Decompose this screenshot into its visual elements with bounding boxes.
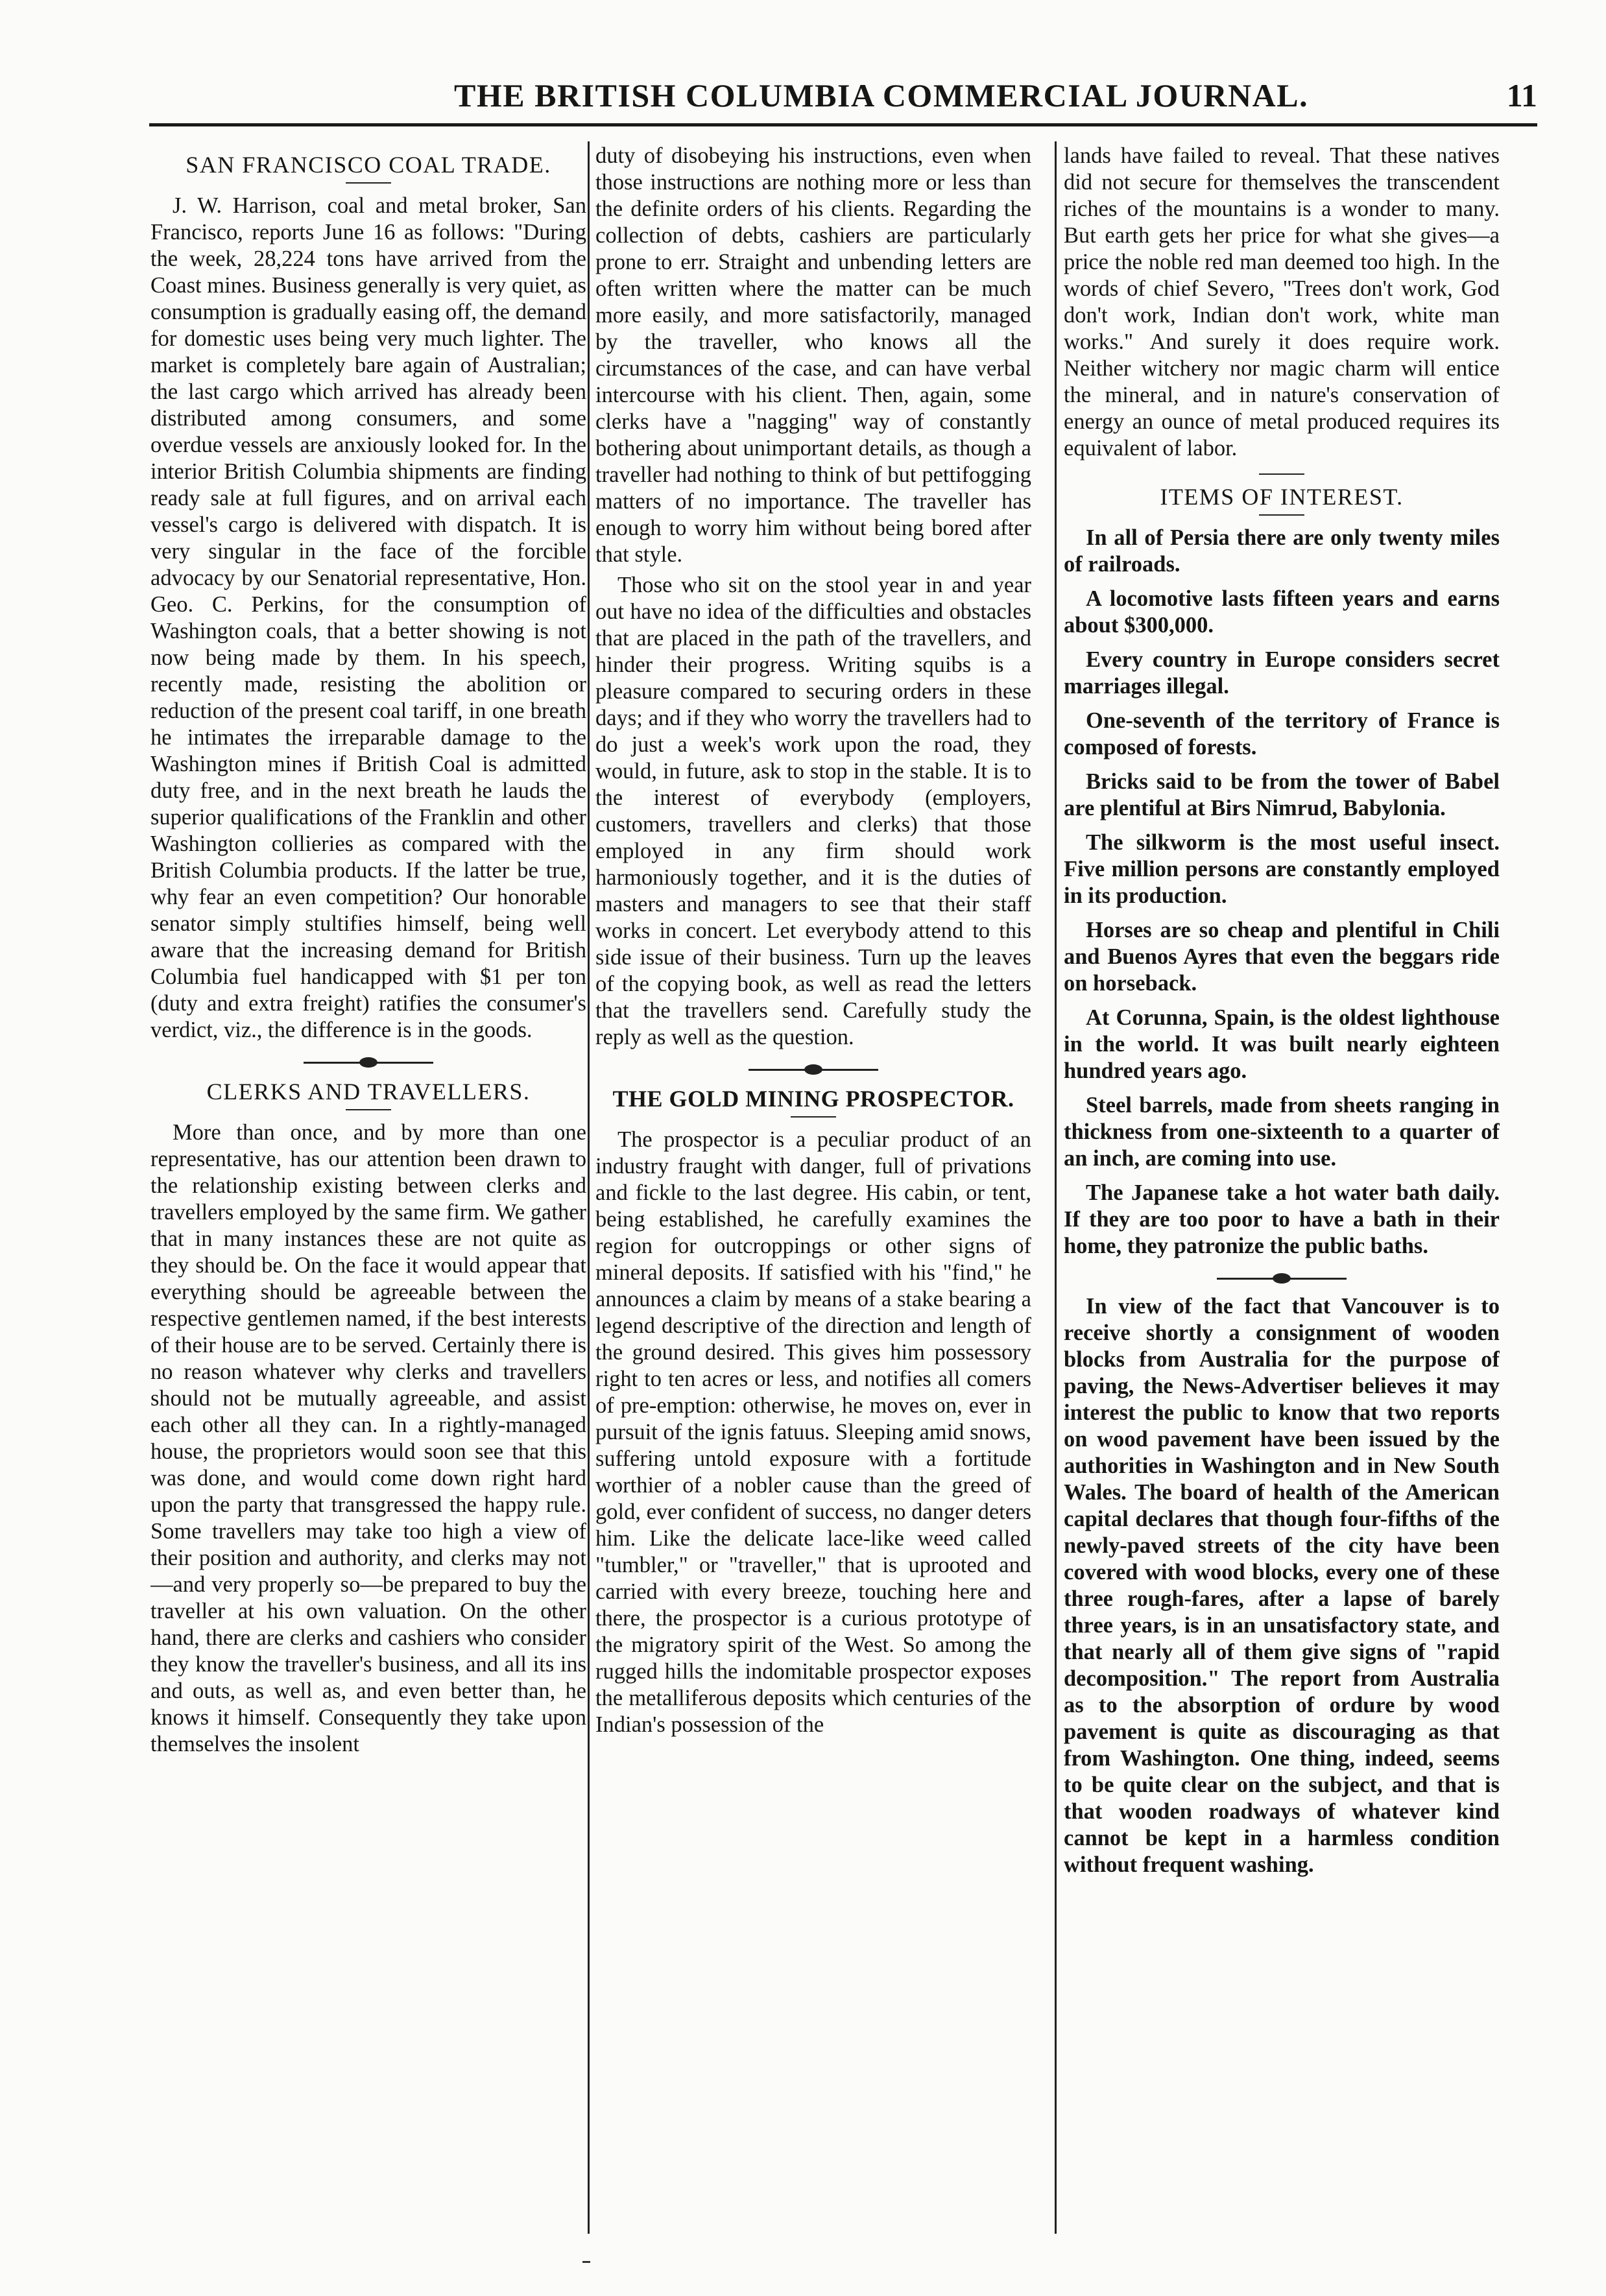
- section-divider: [749, 1062, 878, 1077]
- article-heading-clerks: CLERKS AND TRAVELLERS.: [206, 1079, 531, 1105]
- article-body-vancouver-paving: In view of the fact that Vancouver is to receive shortly a consignment of wooden blocks from Australia for the purpose of paving, the News-Advertiser believes it may interest the public to know that two reports on wood pavement have been issued by the authorities in Washington and in New South Wales. The board of health of the American capital declares that though four-fifths of the newly-paved streets of the city have been covered with wood blocks, every one of these three rough-fares, after a lapse of barely three years, is in an unsatisfactory state, and that nearly all of them give signs of "rapid decomposition." The report from Australia as to the absorption of ordure by wood pavement is quite as discouraging as that from Washington. One thing, indeed, seems to be quite clear on the subject, and that is that wooden roadways of whatever kind cannot be kept in a harmless condition without frequent washing.: [1064, 1294, 1500, 1877]
- column-rule-2: [1055, 141, 1057, 2234]
- column-rule-1: [588, 141, 590, 2234]
- page-number: 11: [1506, 77, 1537, 114]
- heading-dash: [346, 1109, 391, 1110]
- article-heading-items: ITEMS OF INTEREST.: [1160, 484, 1404, 510]
- column-3: [1064, 143, 1500, 2231]
- section-divider: [1217, 1271, 1347, 1286]
- bottom-mark: [582, 2261, 590, 2263]
- article-body-clerks-continued-2: Those who sit on the stool year in and year out have no idea of the difficulties and obstacles that are placed in the path of the travellers, and hinder their progress. Writing squibs is a pleasure compared to securing orders in these days; and if they who worry the travellers had to do just a week's work upon the road, they would, in future, ask to stop in the stable. It is to the interest of everybody (employers, customers, travellers and clerks) that those employed in any firm should work harmoniously together, and it is the duties of masters and managers to see that their staff works in concert. Let everybody attend to this side issue of their business. Turn up the leaves of the copying book, as well as read the letters that the travellers send. Carefully study the reply as well as the question.: [595, 573, 1031, 1049]
- journal-title: THE BRITISH COLUMBIA COMMERCIAL JOURNAL.: [454, 77, 1309, 114]
- article-heading-coal-trade: SAN FRANCISCO COAL TRADE.: [186, 152, 551, 178]
- masthead: [149, 73, 1537, 118]
- section-dash: [1259, 473, 1304, 475]
- section-divider: [304, 1055, 433, 1070]
- article-body-clerks: More than once, and by more than one representative, has our attention been drawn to the relationship existing between clerks and travellers employed by the same firm. We gather that in many instances these are not quite as they should be. On the face it would appear that everything should be agreeable between the respective gentlemen named, if the best interests of their house are to be served. Certainly there is no reason whatever why clerks and travellers should not be mutually agreeable, and assist each other all they can. In a rightly-managed house, the proprietors would soon see that this was done, and would come down right hard upon the party that transgressed the happy rule. Some travellers may take too high a view of their position and authority, and clerks may not—and very properly so—be prepared to buy the traveller at his own valuation. On the other hand, there are clerks and cashiers who consider they know the traveller's business, and all its ins and outs, as well as, and even better than, he knows it himself. Consequently they take upon themselves the insolent: [150, 1120, 586, 1756]
- list-item: Horses are so cheap and plentiful in Chili and Buenos Ayres that even the beggars ride on horseback.: [1064, 918, 1500, 996]
- column-1: [150, 143, 586, 2231]
- list-item: A locomotive lasts fifteen years and earns about $300,000.: [1064, 586, 1500, 638]
- masthead-rule: [149, 123, 1537, 126]
- heading-dash: [1259, 514, 1304, 516]
- heading-dash: [346, 182, 391, 184]
- list-item: The silkworm is the most useful insect. Five million persons are constantly employed in its production.: [1064, 830, 1500, 908]
- list-item: In all of Persia there are only twenty miles of railroads.: [1064, 525, 1500, 577]
- article-body-clerks-continued: duty of disobeying his instructions, even when those instructions are nothing more or less than the definite orders of his clients. Regarding the collection of debts, cashiers are particularly prone to err. Straight and unbending letters are often written where the matter can be much more easily, and more satisfactorily, managed by the traveller, who knows all the circumstances of the case, and can have verbal intercourse with his client. Then, again, some clerks have a "nagging" way of constantly bothering about unimportant details, as though a traveller had nothing to think of but pettifogging matters of no importance. The traveller has enough to worry him without being bored after that style.: [595, 143, 1031, 567]
- list-item: At Corunna, Spain, is the oldest lighthouse in the world. It was built nearly eighteen hundred years ago.: [1064, 1005, 1500, 1083]
- list-item: Steel barrels, made from sheets ranging in thickness from one-sixteenth to a quarter of an inch, are coming into use.: [1064, 1093, 1500, 1171]
- column-2: [595, 143, 1031, 2231]
- items-list: [1064, 525, 1500, 1260]
- heading-dash: [791, 1116, 836, 1118]
- article-heading-gold-prospector: THE GOLD MINING PROSPECTOR.: [612, 1086, 1014, 1112]
- list-item: Every country in Europe considers secret marriages illegal.: [1064, 647, 1500, 699]
- list-item: Bricks said to be from the tower of Babel are plentiful at Birs Nimrud, Babylonia.: [1064, 769, 1500, 820]
- list-item: One-seventh of the territory of France is composed of forests.: [1064, 708, 1500, 759]
- article-body-gold-continued: lands have failed to reveal. That these natives did not secure for themselves the transcendent riches of the mountains is a wonder to many. But earth gets her price for what she gives—a price the noble red man deemed too high. In the words of chief Severo, "Trees don't work, God don't work, Indian don't work, white man works." And surely it does require work. Neither witchery nor magic charm will entice the mineral, and in nature's conservation of energy an ounce of metal produced requires its equivalent of labor.: [1064, 143, 1500, 460]
- article-body-coal-trade: J. W. Harrison, coal and metal broker, San Francisco, reports June 16 as follows: "During the week, 28,224 tons have arrived from the Coast mines. Business generally is very quiet, as consumption is gradually easing off, the demand for domestic uses being very much lighter. The market is completely bare again of Australian; the last cargo which arrived has already been distributed among consumers, and some overdue vessels are anxiously looked for. In the interior British Columbia shipments are finding ready sale at full figures, and on arrival each vessel's cargo is delivered with dispatch. It is very singular in the face of the forcible advocacy by our Senatorial representative, Hon. Geo. C. Perkins, for the consumption of Washington coals, that a better showing is not now being made by them. In his speech, recently made, resisting the abolition or reduction of the present coal tariff, in one breath he intimates the irreparable damage to the Washington mines if British Coal is admitted duty free, and in the next breath he lauds the superior qualifications of the Franklin and other Washington collieries as compared with the British Columbia products. If the latter be true, why fear an even competition? Our honorable senator simply stultifies himself, being well aware that the increasing demand for British Columbia fuel handicapped with $1 per ton (duty and extra freight) ratifies the consumer's verdict, viz., the difference is in the goods.: [150, 193, 586, 1042]
- article-body-gold-prospector: The prospector is a peculiar product of an industry fraught with danger, full of privations and fickle to the last degree. His cabin, or tent, being established, he carefully examines the region for outcroppings or other signs of mineral deposits. If satisfied with his "find," he announces a claim by means of a stake bearing a legend descriptive of the direction and length of the ground desired. This gives him possessory right to ten acres or less, and notifies all comers of pre-emption: otherwise, he moves on, ever in pursuit of the ignis fatuus. Sleeping amid snows, suffering untold exposure with a fortitude worthier of a nobler cause than the greed of gold, ever confident of success, no danger deters him. Like the delicate lace-like weed called "tumbler," or "traveller," that is uprooted and carried with every breeze, touching here and there, the prospector is a curious prototype of the migratory spirit of the West. So among the rugged hills the indomitable prospector exposes the metalliferous deposits which centuries of the Indian's possession of the: [595, 1127, 1031, 1737]
- list-item: The Japanese take a hot water bath daily. If they are too poor to have a bath in their home, they patronize the public baths.: [1064, 1180, 1500, 1258]
